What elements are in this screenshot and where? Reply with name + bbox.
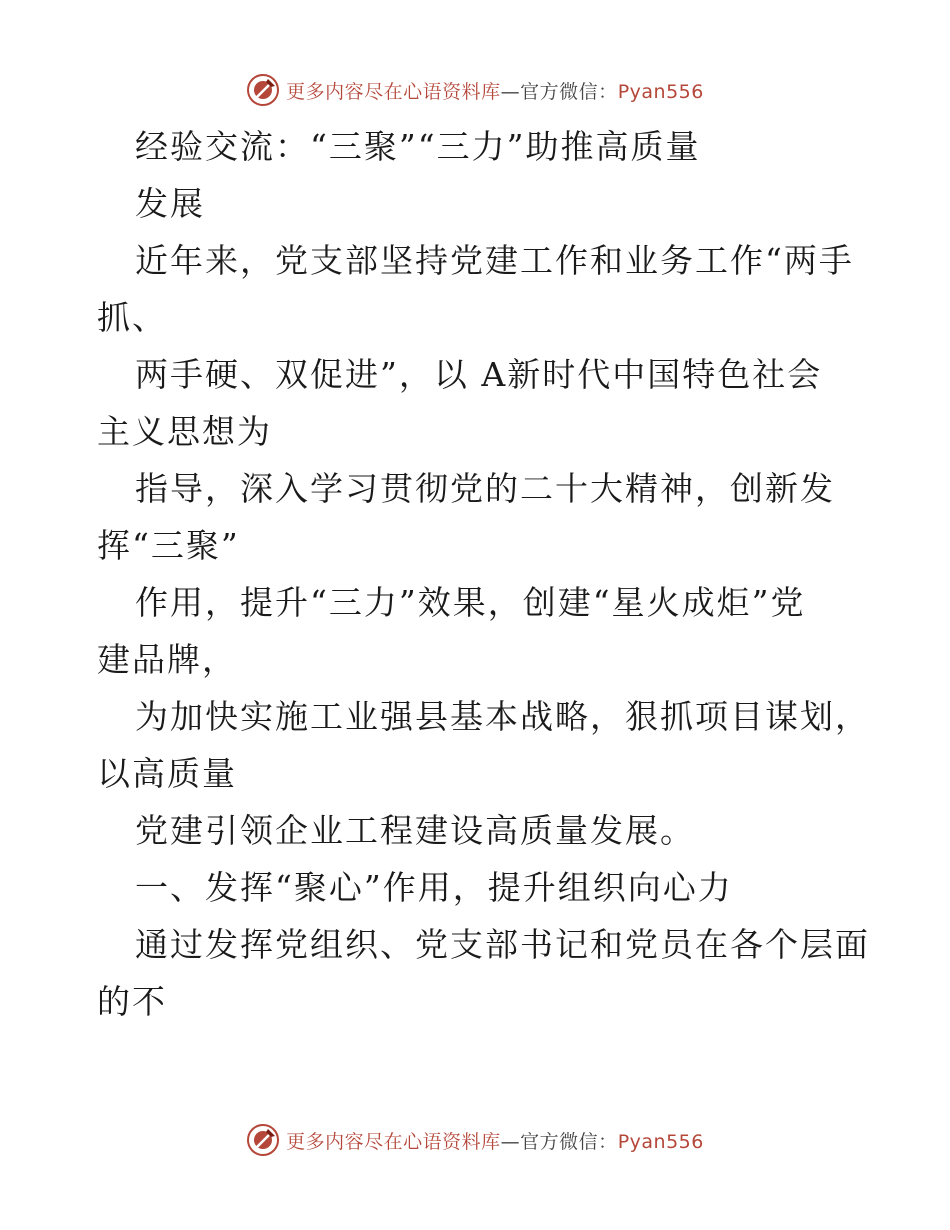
footer-banner-content — [246, 1123, 704, 1157]
text-line: 近年来，党支部坚持党建工作和业务工作“两手 — [135, 241, 854, 280]
document-body — [97, 118, 870, 1030]
text-line: 两手硬、双促进”，以 A新时代中国特色社会 — [135, 355, 823, 394]
banner-text — [286, 77, 704, 104]
banner-wechat-id: Pyan556 — [617, 1130, 704, 1153]
logo-icon — [246, 1123, 280, 1157]
header-banner — [0, 70, 950, 110]
banner-main-text: 更多内容尽在心语资料库 — [286, 80, 501, 103]
text-line: 主义思想为 — [97, 412, 272, 451]
text-line: 挥“三聚” — [97, 526, 240, 565]
banner-main-text: 更多内容尽在心语资料库 — [286, 1130, 501, 1153]
header-banner-content — [246, 73, 704, 107]
text-line: 为加快实施工业强县基本战略，狠抓项目谋划， — [135, 697, 870, 736]
footer-banner — [0, 1120, 950, 1160]
banner-wechat-label: 官方微信： — [520, 80, 618, 103]
banner-separator: — — [500, 80, 521, 103]
text-line: 经验交流：“三聚”“三力”助推高质量 — [135, 127, 701, 166]
text-line: 建品牌， — [97, 640, 237, 679]
banner-text — [286, 1127, 704, 1154]
text-line: 一、发挥“聚心”作用，提升组织向心力 — [135, 868, 733, 907]
banner-wechat-label: 官方微信： — [520, 1130, 618, 1153]
text-line: 指导，深入学习贯彻党的二十大精神，创新发 — [135, 469, 835, 508]
text-line: 以高质量 — [97, 754, 237, 793]
text-line: 党建引领企业工程建设高质量发展。 — [135, 811, 695, 850]
text-line: 作用，提升“三力”效果，创建“星火成炬”党 — [135, 583, 806, 622]
banner-separator: — — [500, 1130, 521, 1153]
text-line: 抓、 — [97, 298, 167, 337]
text-line: 的不 — [97, 982, 167, 1021]
text-line: 通过发挥党组织、党支部书记和党员在各个层面 — [135, 925, 870, 964]
text-line: 发展 — [135, 184, 205, 223]
logo-icon — [246, 73, 280, 107]
banner-wechat-id: Pyan556 — [617, 80, 704, 103]
